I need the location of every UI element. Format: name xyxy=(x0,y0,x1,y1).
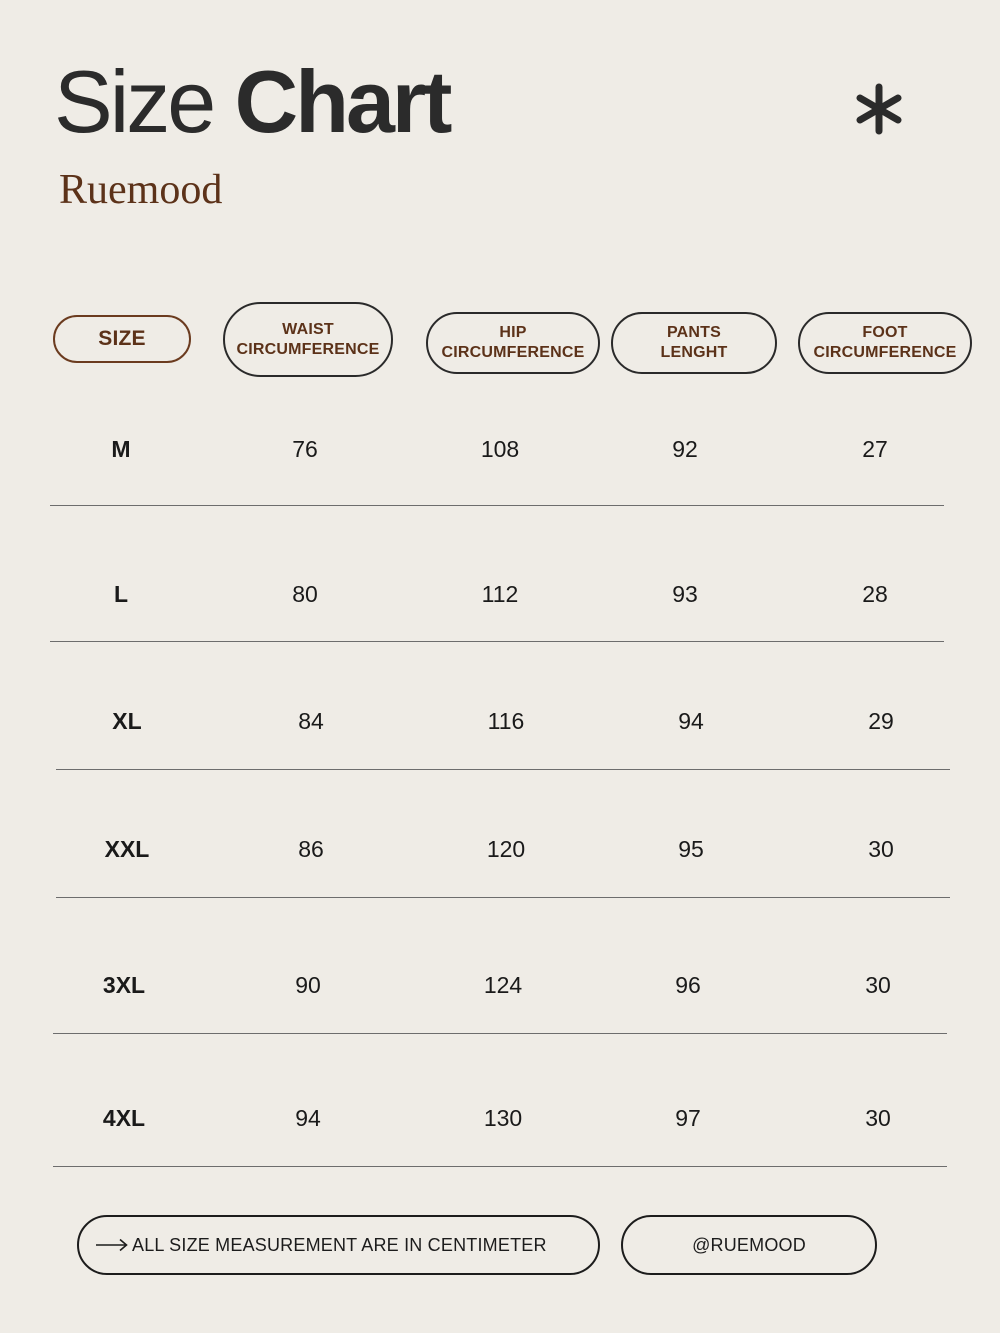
social-handle-text: @RUEMOOD xyxy=(692,1234,806,1255)
pants-cell: 92 xyxy=(672,436,698,462)
size-cell: XL xyxy=(112,708,142,734)
hip-cell: 108 xyxy=(480,436,520,462)
pants-cell: 94 xyxy=(678,708,704,734)
social-handle xyxy=(621,1215,877,1275)
pants-cell: 93 xyxy=(672,581,698,607)
foot-cell: 29 xyxy=(868,708,894,734)
hip-cell: 130 xyxy=(483,1105,523,1131)
foot-cell: 30 xyxy=(865,972,891,998)
title-light: Size xyxy=(54,52,214,151)
page-title xyxy=(54,52,449,152)
column-header-label: CIRCUMFERENCE xyxy=(441,344,585,361)
hip-cell: 124 xyxy=(483,972,523,998)
column-header-label: CIRCUMFERENCE xyxy=(813,344,957,361)
brand-name: Ruemood xyxy=(59,167,223,213)
waist-cell: 90 xyxy=(295,972,321,998)
hip-cell: 112 xyxy=(481,581,519,607)
asterisk-icon xyxy=(852,82,906,136)
hip-cell: 120 xyxy=(486,836,526,862)
column-header-label: CIRCUMFERENCE xyxy=(236,340,380,358)
row-divider xyxy=(53,1166,947,1167)
foot-cell: 27 xyxy=(862,436,888,462)
column-header-waist xyxy=(223,302,393,377)
row-divider xyxy=(50,641,944,642)
foot-cell: 30 xyxy=(865,1105,891,1131)
column-header-label: PANTS xyxy=(666,324,722,341)
size-cell: M xyxy=(111,436,131,462)
row-divider xyxy=(56,897,950,898)
row-divider xyxy=(50,505,944,506)
waist-cell: 76 xyxy=(292,436,318,462)
column-header-label: WAIST xyxy=(282,320,334,338)
column-header-size xyxy=(53,315,191,363)
waist-cell: 80 xyxy=(292,581,318,607)
title-bold: Chart xyxy=(234,52,450,151)
foot-cell: 28 xyxy=(862,581,888,607)
pants-cell: 95 xyxy=(678,836,704,862)
arrow-right-icon xyxy=(95,1238,129,1252)
row-divider xyxy=(56,769,950,770)
waist-cell: 94 xyxy=(295,1105,321,1131)
column-header-label: LENGHT xyxy=(660,344,728,361)
column-header-hip xyxy=(426,312,600,374)
column-header-label: FOOT xyxy=(862,324,908,341)
foot-cell: 30 xyxy=(868,836,894,862)
size-cell: XXL xyxy=(104,836,150,862)
waist-cell: 84 xyxy=(298,708,324,734)
row-divider xyxy=(53,1033,947,1034)
hip-cell: 116 xyxy=(487,708,525,734)
size-cell: 3XL xyxy=(102,972,146,998)
measurement-note xyxy=(77,1215,600,1275)
column-header-foot xyxy=(798,312,972,374)
column-header-label: HIP xyxy=(499,324,527,341)
size-cell: 4XL xyxy=(102,1105,146,1131)
measurement-note-text: ALL SIZE MEASUREMENT ARE IN CENTIMETER xyxy=(132,1234,547,1255)
column-header-label: SIZE xyxy=(98,327,146,350)
pants-cell: 96 xyxy=(675,972,701,998)
size-cell: L xyxy=(113,581,129,607)
waist-cell: 86 xyxy=(298,836,324,862)
pants-cell: 97 xyxy=(675,1105,701,1131)
column-header-pants-length xyxy=(611,312,777,374)
